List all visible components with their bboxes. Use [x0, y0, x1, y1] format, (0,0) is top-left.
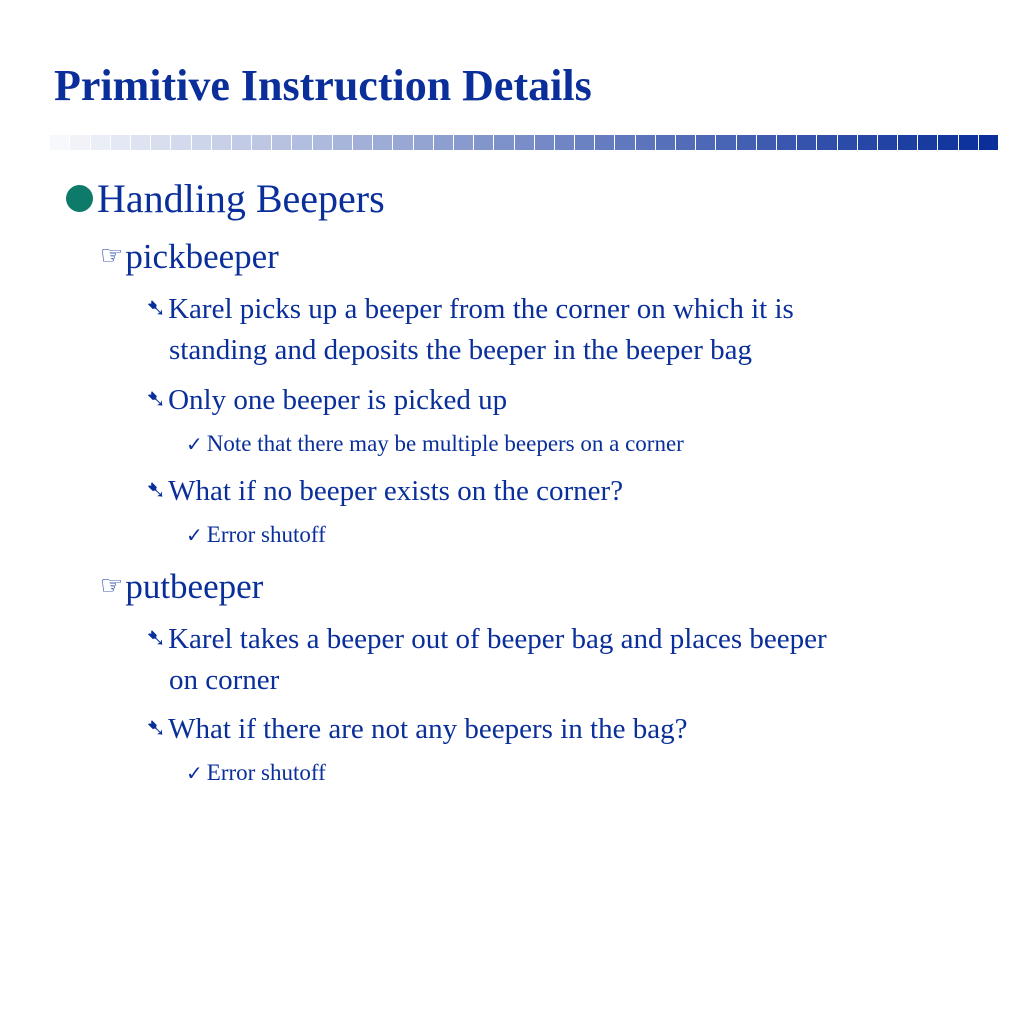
pointing-hand-icon: ☞	[100, 571, 124, 600]
bullet-putbeeper	[100, 567, 263, 607]
title-bar-segment	[979, 135, 998, 150]
bullet-error-shutoff-pick	[186, 522, 326, 548]
title-bar-segment	[393, 135, 412, 150]
title-bar-segment	[171, 135, 190, 150]
title-bar-segment	[91, 135, 110, 150]
title-bar-segment	[555, 135, 574, 150]
bullet-text: Karel takes a beeper out of beeper bag and places beeper	[168, 623, 827, 655]
title-bar-segment	[737, 135, 756, 150]
title-bar-segment	[575, 135, 594, 150]
title-bar-segment	[777, 135, 796, 150]
bullet-text: Note that there may be multiple beepers on a corner	[206, 431, 684, 456]
title-bar-segment	[313, 135, 332, 150]
title-bar-segment	[272, 135, 291, 150]
title-bar-segment	[938, 135, 957, 150]
bullet-pick-description	[146, 293, 794, 326]
check-mark-icon: ✓	[186, 763, 203, 785]
bullet-text: Handling Beepers	[97, 176, 385, 221]
bullet-text: putbeeper	[125, 567, 264, 606]
filled-circle-icon	[66, 185, 93, 212]
title-bar-segment	[454, 135, 473, 150]
bullet-only-one	[146, 384, 507, 417]
bullet-pickbeeper	[100, 237, 279, 277]
title-bar-segment	[131, 135, 150, 150]
arrow-icon: ➷	[146, 626, 167, 652]
title-bar-segment	[414, 135, 433, 150]
title-bar-segment	[111, 135, 130, 150]
slide-title: Primitive Instruction Details	[54, 61, 592, 110]
bullet-what-if-no-beeper	[146, 475, 623, 508]
title-bar-segment	[70, 135, 89, 150]
title-bar-segment	[353, 135, 372, 150]
bullet-pick-description-continued: standing and deposits the beeper in the beeper bag	[169, 334, 753, 366]
title-bar-segment	[232, 135, 251, 150]
arrow-icon: ➷	[146, 387, 167, 413]
bullet-text: What if no beeper exists on the corner?	[168, 475, 624, 507]
title-bar-segment	[252, 135, 271, 150]
title-bar-segment	[494, 135, 513, 150]
title-bar-segment	[434, 135, 453, 150]
title-bar-segment	[30, 135, 49, 150]
bullet-put-description	[146, 623, 827, 656]
check-mark-icon: ✓	[186, 525, 203, 547]
title-bar-segment	[636, 135, 655, 150]
title-bar-segment	[212, 135, 231, 150]
title-bar-segment	[817, 135, 836, 150]
title-bar-segment	[151, 135, 170, 150]
arrow-icon: ➷	[146, 716, 167, 742]
title-bar-segment	[878, 135, 897, 150]
bullet-text: What if there are not any beepers in the bag?	[168, 713, 688, 745]
bullet-text: Karel picks up a beeper from the corner on which it is	[168, 293, 794, 325]
title-bar-segment	[858, 135, 877, 150]
bullet-text: pickbeeper	[125, 237, 279, 276]
title-bar-segment	[959, 135, 978, 150]
title-bar-segment	[192, 135, 211, 150]
title-bar-segment	[898, 135, 917, 150]
title-bar-segment	[292, 135, 311, 150]
title-bar-segment	[676, 135, 695, 150]
bullet-what-if-empty-bag	[146, 713, 687, 746]
check-mark-icon: ✓	[186, 434, 203, 456]
title-bar-segment	[615, 135, 634, 150]
bullet-handling-beepers	[66, 175, 385, 222]
title-bar-segment	[333, 135, 352, 150]
title-bar-segment	[474, 135, 493, 150]
title-bar-segment	[797, 135, 816, 150]
title-bar-segment	[50, 135, 69, 150]
bullet-text: Only one beeper is picked up	[168, 384, 508, 416]
bullet-error-shutoff-put	[186, 760, 326, 786]
bullet-note-multiple	[186, 431, 684, 457]
bullet-put-description-continued: on corner	[169, 664, 280, 696]
title-bar-segment	[535, 135, 554, 150]
title-bar-segment	[696, 135, 715, 150]
title-bar-segment	[716, 135, 735, 150]
pointing-hand-icon: ☞	[100, 241, 124, 270]
bullet-text: Error shutoff	[206, 522, 326, 547]
arrow-icon: ➷	[146, 478, 167, 504]
title-bar-segment	[918, 135, 937, 150]
title-bar-segment	[757, 135, 776, 150]
title-bar-segment	[515, 135, 534, 150]
bullet-text: Error shutoff	[206, 760, 326, 785]
title-bar-segment	[373, 135, 392, 150]
title-bar-segment	[595, 135, 614, 150]
title-bar-segment	[656, 135, 675, 150]
arrow-icon: ➷	[146, 296, 167, 322]
title-gradient-bar	[30, 135, 998, 150]
title-bar-segment	[838, 135, 857, 150]
